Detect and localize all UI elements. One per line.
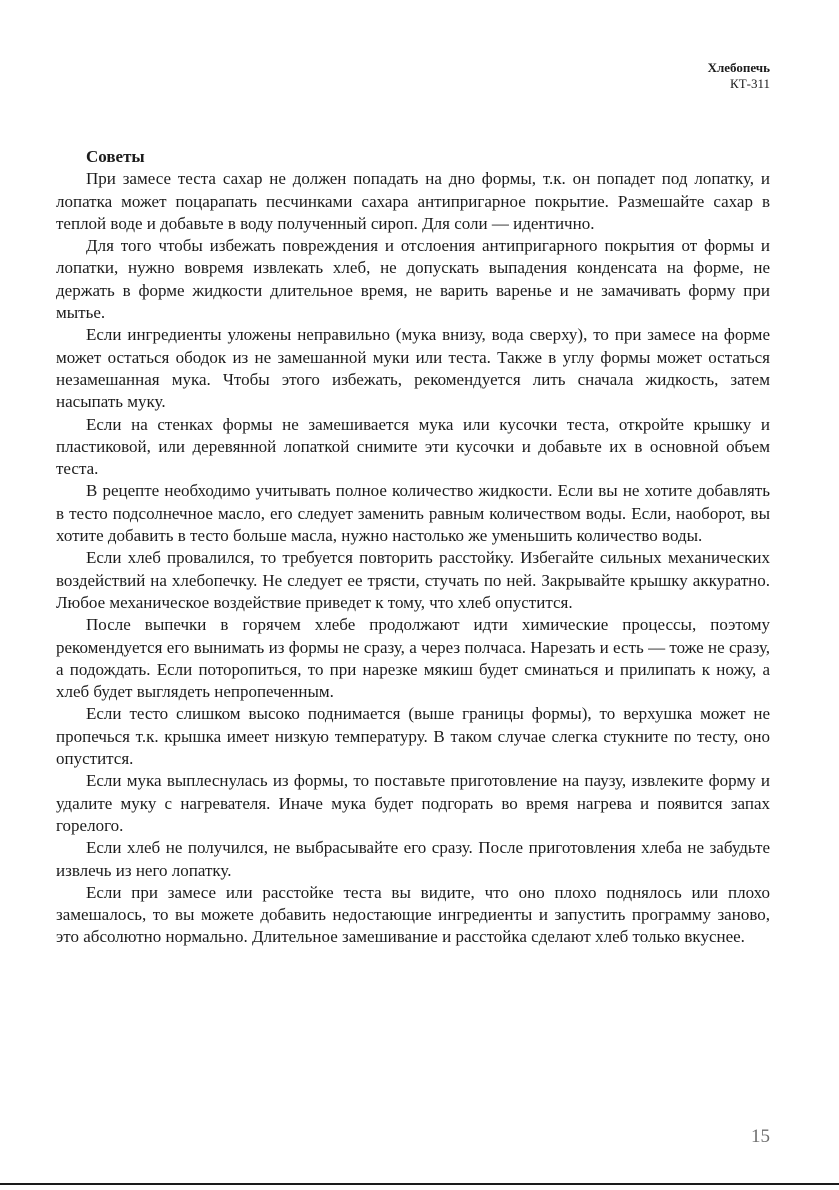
paragraph: Для того чтобы избежать повреждения и отслоения антипригарного покрытия от формы и лопатки, нужно вовремя извлекать хлеб, не допускать выпадения конденсата на форме, не держать в форме жидкости длительное время, не варить варенье и не замачивать форму при мытье. (56, 236, 770, 323)
running-header (708, 60, 770, 92)
paragraph: Если хлеб провалился, то требуется повторить расстойку. Избегайте сильных механических воздействий на хлебопечку. Не следует ее трясти, стучать по ней. Закрывайте крышку аккуратно. Любое механическое воздействие приведет к тому, что хлеб опустится. (56, 548, 770, 612)
page-content (56, 146, 770, 949)
page-number: 15 (751, 1126, 770, 1147)
section-heading: Советы (86, 147, 145, 166)
paragraph: Если при замесе или расстойке теста вы видите, что оно плохо поднялось или плохо замешалось, то вы можете добавить недостающие ингредиенты и запустить программу заново, это абсолютно нормально. Длительное замешивание и расстойка сделают хлеб только вкуснее. (56, 882, 770, 947)
bottom-rule (0, 1183, 839, 1190)
paragraph: После выпечки в горячем хлебе продолжают идти химические процессы, поэтому рекомендуется его вынимать из формы не сразу, а через полчаса. Нарезать и есть — тоже не сразу, а подождать. Если поторопиться, то при нарезке мякиш будет сминаться и прилипать к ножу, а хлеб будет выглядеть непропеченным. (56, 615, 770, 702)
paragraph: В рецепте необходимо учитывать полное количество жидкости. Если вы не хотите добавлять в тесто подсолнечное масло, его следует заменить равным количеством воды. Если, наоборот, вы хотите добавить в тесто больше масла, нужно настолько же уменьшить количество воды. (56, 481, 770, 546)
paragraph: При замесе теста сахар не должен попадать на дно формы, т.к. он попадет под лопатку, и лопатка может поцарапать песчинками сахара антипригарное покрытие. Размешайте сахар в теплой воде и добавьте в воду полученный сироп. Для соли — идентично. (56, 169, 770, 233)
paragraph: Если хлеб не получился, не выбрасывайте его сразу. После приготовления хлеба не забудьте извлечь из него лопатку. (56, 838, 770, 880)
paragraph: Если ингредиенты уложены неправильно (мука внизу, вода сверху), то при замесе на форме может остаться ободок из не замешанной муки или теста. Также в углу формы может остаться незамешанная мука. Чтобы этого избежать, рекомендуется лить сначала жидкость, затем насыпать муку. (56, 325, 770, 412)
paragraph: Если тесто слишком высоко поднимается (выше границы формы), то верхушка может не пропечься т.к. крышка имеет низкую температуру. В таком случае слегка стукните по тесту, оно опустится. (56, 704, 770, 769)
paragraph: Если мука выплеснулась из формы, то поставьте приготовление на паузу, извлеките форму и удалите муку с нагревателя. Иначе мука будет подгорать во время нагрева и появится запах горелого. (56, 771, 770, 835)
header-product-title: Хлебопечь (707, 60, 770, 75)
header-model-number: КТ-311 (730, 76, 770, 91)
paragraph: Если на стенках формы не замешивается мука или кусочки теста, откройте крышку и пластиковой, или деревянной лопаткой снимите эти кусочки и добавьте их в основной объем теста. (56, 414, 770, 479)
